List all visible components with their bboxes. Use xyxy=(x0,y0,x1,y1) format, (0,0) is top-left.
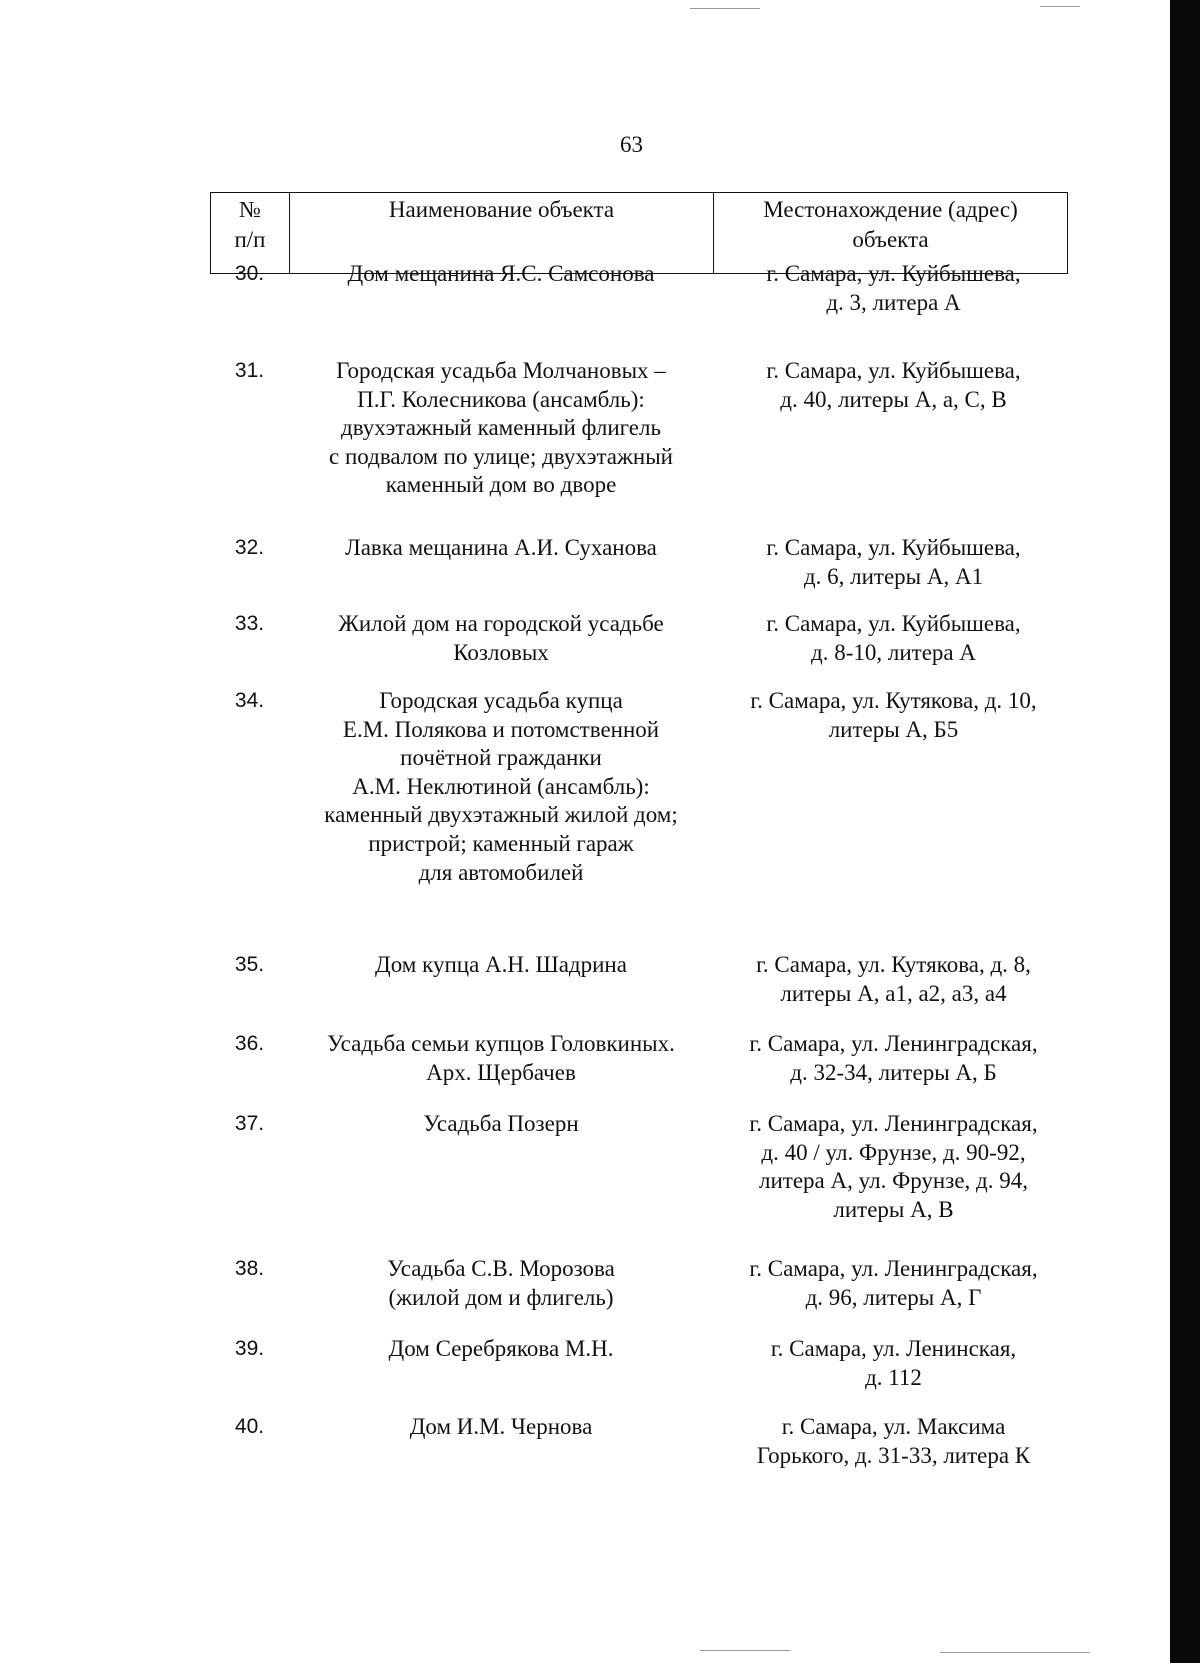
table-row xyxy=(210,1335,1068,1392)
row-number: 32. xyxy=(234,536,265,559)
table-row xyxy=(210,1030,1068,1087)
object-name: Жилой дом на городской усадьбе Козловых xyxy=(338,611,664,665)
row-number: 30. xyxy=(234,262,265,285)
scan-speck xyxy=(940,1652,1090,1653)
row-number: 38. xyxy=(234,1257,265,1280)
page-number: 63 xyxy=(620,132,643,157)
object-address: г. Самара, ул. Кутякова, д. 8, литеры А, а1, а2, а3, а4 xyxy=(756,952,1031,1006)
header-name-label: Наименование объекта xyxy=(388,197,615,222)
table-row xyxy=(210,1110,1068,1224)
header-number-label: № п/п xyxy=(234,197,266,252)
object-address: г. Самара, ул. Ленинская, д. 112 xyxy=(770,1336,1017,1390)
row-number: 35. xyxy=(234,953,265,976)
table-row xyxy=(210,687,1068,887)
table-row xyxy=(210,357,1068,500)
header-address-label: Местонахождение (адрес) объекта xyxy=(763,197,1018,252)
object-address: г. Самара, ул. Кутякова, д. 10, литеры А, Б5 xyxy=(750,688,1037,742)
table-row xyxy=(210,610,1068,667)
row-number: 33. xyxy=(234,612,265,635)
object-address: г. Самара, ул. Ленинградская, д. 32-34, литеры А, Б xyxy=(749,1031,1038,1085)
table-row xyxy=(210,1255,1068,1312)
object-name: Лавка мещанина А.И. Суханова xyxy=(345,535,657,560)
row-number: 34. xyxy=(234,689,265,712)
table-row xyxy=(210,260,1068,317)
object-name: Усадьба С.В. Морозова (жилой дом и флигель) xyxy=(387,1256,615,1310)
object-name: Дом Серебрякова М.Н. xyxy=(388,1336,614,1361)
row-number: 37. xyxy=(234,1112,265,1135)
table-row xyxy=(210,534,1068,591)
row-number: 40. xyxy=(234,1415,265,1438)
scan-edge-shadow xyxy=(1170,0,1200,1663)
object-address: г. Самара, ул. Ленинградская, д. 96, литеры А, Г xyxy=(749,1256,1038,1310)
object-name: Городская усадьба купца Е.М. Полякова и потомственной почётной гражданки А.М. Неклютиной (ансамбль): каменный двухэтажный жилой дом; пристрой; каменный гараж для автомобилей xyxy=(324,688,678,885)
object-name: Городская усадьба Молчановых – П.Г. Колесникова (ансамбль): двухэтажный каменный флигель с подвалом по улице; двухэтажный каменный дом во дворе xyxy=(329,358,673,498)
scan-speck xyxy=(690,8,760,9)
object-address: г. Самара, ул. Куйбышева, д. 8-10, литера А xyxy=(766,611,1021,665)
table-row xyxy=(210,1413,1068,1470)
row-number: 31. xyxy=(234,359,265,382)
row-number: 39. xyxy=(234,1337,265,1360)
scan-speck xyxy=(1040,6,1080,7)
object-name: Дом купца А.Н. Шадрина xyxy=(375,952,627,977)
object-address: г. Самара, ул. Куйбышева, д. 6, литеры А, А1 xyxy=(766,535,1021,589)
object-address: г. Самара, ул. Куйбышева, д. 40, литеры А, а, С, В xyxy=(766,358,1021,412)
object-name: Дом И.М. Чернова xyxy=(409,1414,593,1439)
table-row xyxy=(210,951,1068,1008)
object-name: Усадьба семьи купцов Головкиных. Арх. Щербачев xyxy=(327,1031,675,1085)
object-name: Усадьба Позерн xyxy=(423,1111,579,1136)
object-address: г. Самара, ул. Куйбышева, д. 3, литера А xyxy=(766,261,1021,315)
row-number: 36. xyxy=(234,1032,265,1055)
object-address: г. Самара, ул. Ленинградская, д. 40 / ул. Фрунзе, д. 90-92, литера А, ул. Фрунзе, д. 94, литеры А, В xyxy=(749,1111,1038,1222)
object-name: Дом мещанина Я.С. Самсонова xyxy=(347,261,655,286)
object-address: г. Самара, ул. Максима Горького, д. 31-33, литера К xyxy=(756,1414,1031,1468)
scan-speck xyxy=(700,1650,790,1651)
